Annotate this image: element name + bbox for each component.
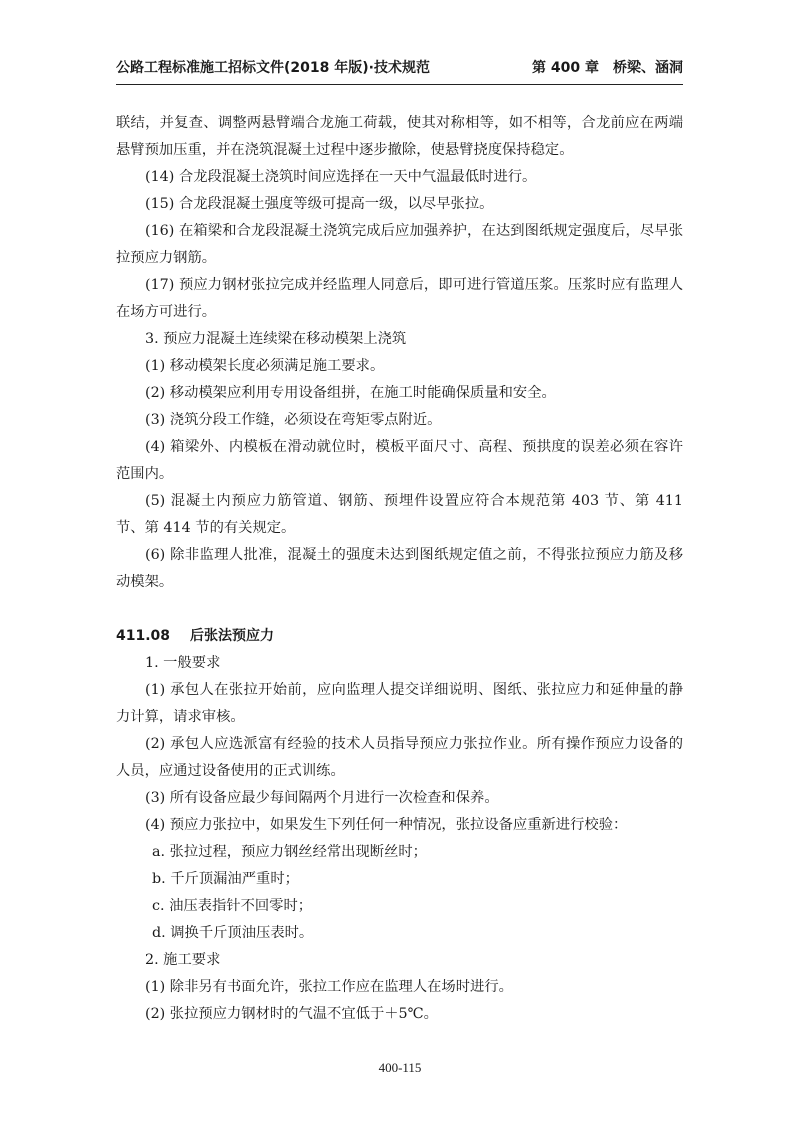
paragraph: (4) 箱梁外、内模板在滑动就位时，模板平面尺寸、高程、预拱度的误差必须在容许范围内。 [116,439,683,482]
paragraph: (2) 张拉预应力钢材时的气温不宜低于＋5℃。 [145,1006,438,1022]
paragraph: 联结，并复查、调整两悬臂端合龙施工荷载，使其对称相等，如不相等，合龙前应在两端悬臂预加压重，并在浇筑混凝土过程中逐步撤除，使悬臂挠度保持稳定。 [116,115,683,158]
page-footer [0,1060,800,1076]
paragraph: 2. 施工要求 [145,952,221,968]
paragraph: 3. 预应力混凝土连续梁在移动模架上浇筑 [145,331,407,347]
paragraph: (15) 合龙段混凝土强度等级可提高一级，以尽早张拉。 [145,196,494,212]
paragraph: (6) 除非监理人批准，混凝土的强度未达到图纸规定值之前，不得张拉预应力筋及移动模架。 [116,547,683,590]
paragraph: (16) 在箱梁和合龙段混凝土浇筑完成后应加强养护，在达到图纸规定强度后，尽早张拉预应力钢筋。 [116,223,683,266]
page-header [116,58,683,85]
paragraph: 1. 一般要求 [145,655,221,671]
list-item: d. 调换千斤顶油压表时。 [152,925,314,941]
page-number: 400-115 [378,1060,422,1075]
paragraph: (17) 预应力钢材张拉完成并经监理人同意后，即可进行管道压浆。压浆时应有监理人在场方可进行。 [116,277,683,320]
paragraph: (2) 承包人应选派富有经验的技术人员指导预应力张拉作业。所有操作预应力设备的人员，应通过设备使用的正式训练。 [116,736,683,779]
section-number: 411.08 [116,628,171,644]
paragraph: (14) 合龙段混凝土浇筑时间应选择在一天中气温最低时进行。 [145,169,537,185]
header-chapter-title: 第 400 章 桥梁、涵洞 [532,60,683,76]
paragraph: (4) 预应力张拉中，如果发生下列任何一种情况，张拉设备应重新进行校验： [145,817,628,833]
list-item: c. 油压表指针不回零时； [152,898,313,914]
section-paragraph-group [116,650,683,1028]
paragraph: (1) 除非另有书面允许，张拉工作应在监理人在场时进行。 [145,979,513,995]
paragraph: (1) 承包人在张拉开始前，应向监理人提交详细说明、图纸、张拉应力和延伸量的静力计算，请求审核。 [116,682,683,725]
list-item: b. 千斤顶漏油严重时； [152,871,299,887]
header-document-title: 公路工程标准施工招标文件(2018 年版)·技术规范 [116,60,430,76]
paragraph-group [116,110,683,596]
paragraph: (5) 混凝土内预应力筋管道、钢筋、预埋件设置应符合本规范第 403 节、第 411 节、第 414 节的有关规定。 [116,493,683,536]
section-heading [116,623,683,650]
paragraph: (2) 移动模架应利用专用设备组拼，在施工时能确保质量和安全。 [145,385,556,401]
page-content [116,110,683,1028]
section-title: 后张法预应力 [190,628,274,644]
paragraph: (1) 移动模架长度必须满足施工要求。 [145,358,385,374]
paragraph: (3) 浇筑分段工作缝，必须设在弯矩零点附近。 [145,412,442,428]
paragraph: (3) 所有设备应最少每间隔两个月进行一次检查和保养。 [145,790,499,806]
list-item: a. 张拉过程，预应力钢丝经常出现断丝时； [152,844,427,860]
